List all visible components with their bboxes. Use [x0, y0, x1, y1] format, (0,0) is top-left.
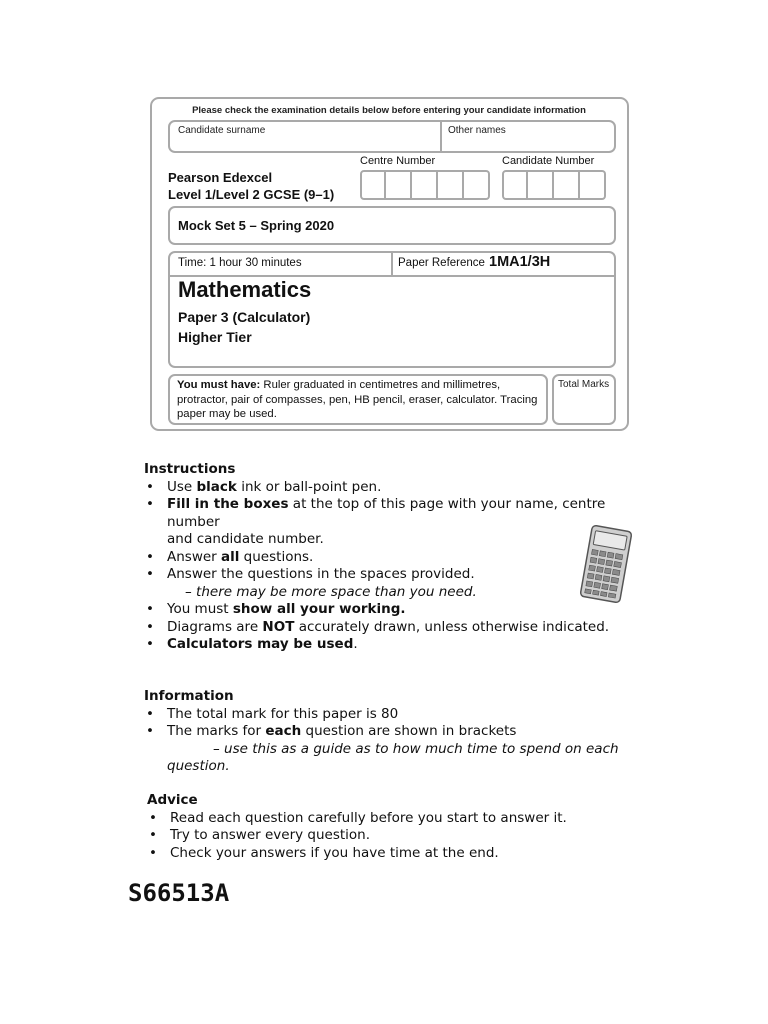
paper-reference: 1MA1/3H [489, 254, 551, 270]
must-have-box [168, 374, 548, 425]
paper-code: S66513A [128, 879, 230, 907]
tier: Higher Tier [178, 329, 252, 345]
advice-heading: Advice [147, 792, 198, 808]
list-item: • Calculators may be used. [144, 636, 634, 654]
list-item: • You must show all your working. [144, 601, 634, 619]
time-allowed: Time: 1 hour 30 minutes [178, 257, 302, 269]
must-have-text: Ruler graduated in centimetres and millimetres, protractor, pair of compasses, pen, HB pencil, eraser, calculator. Tracing paper may be used. [177, 379, 538, 420]
must-have-label: You must have: [177, 379, 261, 391]
candidate-number-boxes[interactable] [502, 170, 606, 200]
exam-details-card [150, 97, 629, 431]
list-item: • Answer all questions. [144, 549, 634, 567]
paper-details-box [168, 251, 616, 368]
list-item: • The marks for each question are shown in brackets – use this as a guide as to how much time to spend on each question. [144, 723, 634, 776]
calculator-icon [578, 524, 634, 604]
list-item: • Diagrams are NOT accurately drawn, unless otherwise indicated. [144, 619, 634, 637]
paper-title: Paper 3 (Calculator) [178, 309, 311, 325]
other-names-label: Other names [448, 125, 506, 136]
exam-board: Pearson Edexcel [168, 170, 273, 185]
candidate-name-box [168, 120, 616, 153]
list-item: • Read each question carefully before you start to answer it. [147, 810, 637, 828]
check-notice: Please check the examination details below before entering your candidate information [192, 105, 586, 116]
list-item: • Check your answers if you have time at the end. [147, 845, 637, 863]
total-marks-label: Total Marks [558, 379, 610, 390]
instructions-heading: Instructions [144, 461, 236, 477]
advice-section [147, 792, 637, 862]
list-item: • Use black ink or ball-point pen. [144, 479, 634, 497]
qualification-level: Level 1/Level 2 GCSE (9–1) [168, 187, 335, 202]
list-item: • The total mark for this paper is 80 [144, 706, 634, 724]
list-item: • Fill in the boxes at the top of this page with your name, centre number and candidate number. [144, 496, 634, 549]
list-item: • Answer the questions in the spaces provided. – there may be more space than you need. [144, 566, 634, 601]
surname-label: Candidate surname [178, 125, 266, 136]
candidate-number-label: Candidate Number [502, 155, 595, 167]
information-section [144, 688, 634, 776]
centre-number-boxes[interactable] [360, 170, 490, 200]
subject-title: Mathematics [178, 277, 312, 302]
paper-reference-label: Paper Reference [398, 257, 485, 269]
information-heading: Information [144, 688, 234, 704]
list-item: • Try to answer every question. [147, 827, 637, 845]
exam-series: Mock Set 5 – Spring 2020 [178, 218, 335, 233]
series-box [168, 206, 616, 245]
total-marks-box [552, 374, 616, 425]
instructions-section [144, 461, 634, 654]
centre-number-label: Centre Number [360, 155, 436, 167]
